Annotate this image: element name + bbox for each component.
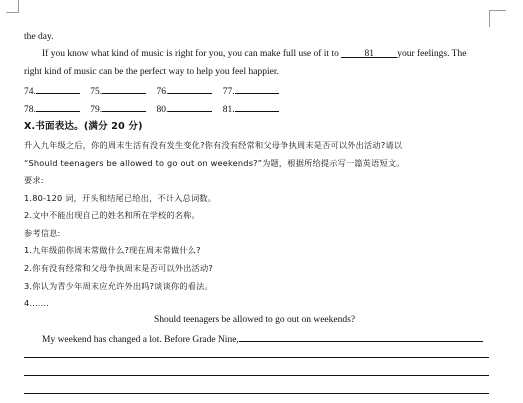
answer-label: 76. [156,87,169,97]
writing-line[interactable] [24,357,489,358]
passage-line-2-end: your feelings. The [397,49,467,59]
answer-label: 79. [90,105,103,115]
section-intro-line-1: 升入九年级之后，你的周末生活有没有发生变化?你有没有经常和父母争执周末是否可以外出活动?请以 [24,140,403,150]
answer-blank-78[interactable] [36,101,80,112]
answer-label: 77. [222,87,235,97]
section-intro-line-2: “Should teenagers be allowed to go out on weekends?”为题，根据所给提示写一篇英语短文。 [24,158,405,168]
reference-2: 2.你有没有经常和父母争执周末是否可以外出活动? [24,263,213,273]
passage-line-3: right kind of music can be the perfect way to help you feel happier. [24,67,279,77]
crop-mark-top-left [6,0,19,13]
crop-mark-top-right [489,10,506,27]
reference-4: 4.…… [24,298,49,308]
writing-line[interactable] [24,393,489,394]
passage-line-2 [42,47,466,61]
answer-blank-77[interactable] [235,83,279,94]
requirement-1: 1.80-120 词，开头和结尾已给出，不计入总词数。 [24,193,217,203]
requirement-2: 2.文中不能出现自己的姓名和所在学校的名称。 [24,210,200,220]
answer-row-1 [24,83,279,99]
requirements-label: 要求: [24,175,44,185]
blank-81: 81 [341,47,397,58]
answer-blank-75[interactable] [102,83,146,94]
essay-opening-blank[interactable] [239,331,483,342]
answer-blank-80[interactable] [168,101,212,112]
essay-title: Should teenagers be allowed to go out on weekends? [154,315,356,325]
passage-line-2-text: If you know what kind of music is right for you, you can make full use of it to [42,49,339,59]
answer-label: 78. [24,105,36,115]
reference-1: 1.九年级前你周末常做什么?现在周末常做什么? [24,245,201,255]
section-heading: X.书面表达。(满分 20 分) [24,121,143,132]
answer-label: 74. [24,87,36,97]
passage-line-1: the day. [24,32,54,42]
reference-label: 参考信息: [24,228,61,238]
writing-line[interactable] [24,375,489,376]
answer-label: 75. [90,87,103,97]
essay-opening-text: My weekend has changed a lot. Before Grade Nine, [42,335,239,345]
reference-3: 3.你认为青少年周末应允许外出吗?谈谈你的看法。 [24,281,213,291]
answer-blank-79[interactable] [102,101,146,112]
answer-row-2 [24,101,279,117]
essay-opening [42,331,483,347]
answer-blank-81[interactable] [235,101,279,112]
answer-blank-76[interactable] [168,83,212,94]
answer-label: 80. [156,105,169,115]
answer-blank-74[interactable] [36,83,80,94]
answer-label: 81. [222,105,235,115]
